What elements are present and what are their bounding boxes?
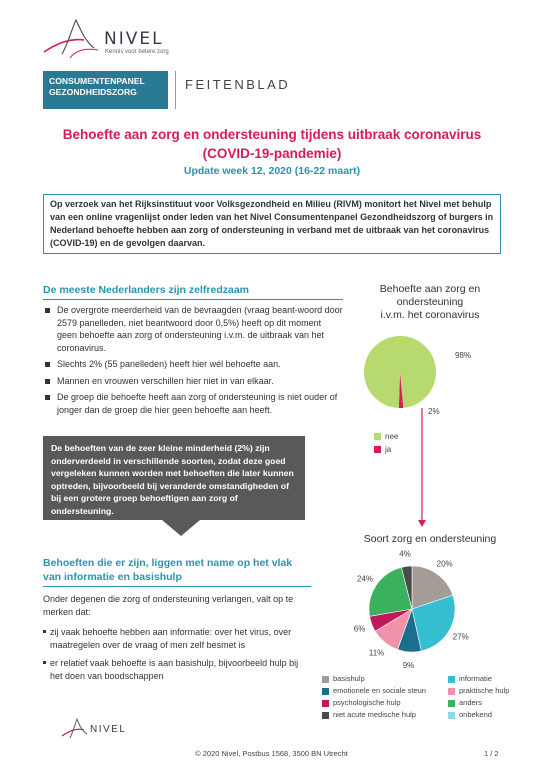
logo-name: NIVEL [104,29,164,49]
legend-swatch [448,712,455,719]
data-label-nee: 98% [455,351,472,360]
legend-swatch [322,700,329,707]
legend-label: niet acute medische hulp [333,710,416,719]
page-title [43,125,501,163]
list-item: De overgrote meerderheid van de bevraagden (vraag beant-woord door 2579 panelleden, niet beantwoord door 0,5%) heeft op dit moment geen behoefte aan zorg of ondersteuning i.v.m. de uitbraak van het coronavirus. [43,304,343,354]
panel-line1: CONSUMENTENPANEL [49,76,145,86]
header-divider [175,71,176,109]
section2-rule [43,586,311,587]
down-arrow-icon [162,520,200,536]
data-label-psychologische-hulp: 6% [353,624,366,634]
data-label-basishulp: 20% [436,559,453,569]
legend-item-emotionele-en-sociale-steun [322,686,426,695]
chart-need-pie [340,330,520,530]
page-number: 1 / 2 [484,749,499,758]
footer-logo-mark [60,716,90,742]
chart2-title: Soort zorg en ondersteuning [363,533,497,545]
legend-label: informatie [459,674,492,683]
chart1-title-line3: i.v.m. het coronavirus [380,309,480,321]
data-label-niet-acute-medische-hulp: 4% [399,549,411,559]
legend-label: anders [459,698,482,707]
legend-swatch [322,712,329,719]
chart-type-pie [340,548,520,670]
legend-swatch-nee [374,433,381,440]
footer-address: © 2020 Nivel, Postbus 1568, 3500 BN Utrecht [195,749,348,758]
legend-swatch [448,676,455,683]
section2-intro: Onder degenen die zorg of ondersteuning verlangen, valt op te merken dat: [43,594,294,617]
data-label-emotionele-en-sociale-steun: 9% [402,660,415,670]
doc-type: FEITENBLAD [185,77,291,92]
chart1-title-line2: ondersteuning [396,296,464,308]
data-label-praktische-hulp: 11% [368,648,385,658]
update-line: Update week 12, 2020 (16-22 maart) [183,165,361,177]
data-label-anders: 24% [357,574,374,584]
legend-swatch [322,676,329,683]
legend-label: emotionele en sociale steun [333,686,426,695]
section1-rule [43,299,343,300]
connector-arrow-icon [418,520,426,527]
legend-label-nee: nee [385,432,399,441]
section2-heading-line1: Behoeften die er zijn, liggen met name op het vlak [43,557,293,569]
chart1-title-line1: Behoefte aan zorg en [379,283,481,295]
legend-swatch-ja [374,446,381,453]
section-self-reliant [43,283,343,420]
logo-tagline: Kennis voor betere zorg [105,49,169,55]
legend-item-basishulp [322,674,365,683]
legend-swatch [322,688,329,695]
legend-item-praktische-hulp [448,686,509,695]
callout-box: De behoeften van de zeer kleine minderheid (2%) zijn onderverdeeld in verschillende soorten, zodat deze goed vergeleken kunnen worden met behoeften die later kunnen optreden, bijvoorbeeld bij veranderde omstandigheden of bij een grotere groep behoeftigen aan zorg of ondersteuning. [43,436,305,520]
section2-list [43,626,311,682]
list-item: Mannen en vrouwen verschillen hier niet in van elkaar. [43,375,343,388]
legend-label: basishulp [333,674,365,683]
nivel-logo-mark [40,14,102,62]
chart1-title [350,283,510,322]
legend-item-psychologische-hulp [322,698,401,707]
title-line1: Behoefte aan zorg en ondersteuning tijdens uitbraak coronavirus [62,127,482,142]
intro-box: Op verzoek van het Rijksinstituut voor Volksgezondheid en Milieu (RIVM) monitort het Nivel met behulp van een online vragenlijst onder leden van het Nivel Consumentenpanel Gezondheidszorg of burgers in Nederland behoefte hebben aan zorg of ondersteuning in verband met de uitbraak van het coronavirus (COVID-19) en de gevolgen daarvan. [43,194,501,254]
list-item: zij vaak behoefte hebben aan informatie: over het virus, over maatregelen over de vraag of men zelf besmet is [43,626,311,651]
legend-label-ja: ja [385,445,392,454]
panel-line2: GEZONDHEIDSZORG [49,87,137,97]
list-item: Slechts 2% (55 panelleden) heeft hier wél behoefte aan. [43,358,343,371]
section1-list [43,304,343,416]
legend-item-anders [448,698,482,707]
legend-swatch [448,700,455,707]
section2-heading-line2: van informatie en basishulp [43,571,182,583]
legend-swatch [448,688,455,695]
title-line2: (COVID-19-pandemie) [202,146,342,161]
legend-label: psychologische hulp [333,698,401,707]
legend-label: praktische hulp [459,686,510,695]
panel-badge [43,71,168,109]
section1-heading: De meeste Nederlanders zijn zelfredzaam [43,284,250,296]
data-label-informatie: 27% [452,632,469,642]
footer-logo-name: NIVEL [90,724,127,735]
legend-item-informatie [448,674,492,683]
section-needs [43,556,311,688]
data-label-ja: 2% [428,407,440,416]
list-item: De groep die behoefte heeft aan zorg of ondersteuning is niet ouder of jonger dan de groep die hier geen behoefte aan heeft. [43,391,343,416]
legend-item-onbekend [448,710,492,719]
list-item: er relatief vaak behoefte is aan basishulp, bijvoorbeeld hulp bij het doen van boodschappen [43,657,311,682]
legend-item-niet-acute-medische-hulp [322,710,416,719]
legend-label: onbekend [459,710,492,719]
